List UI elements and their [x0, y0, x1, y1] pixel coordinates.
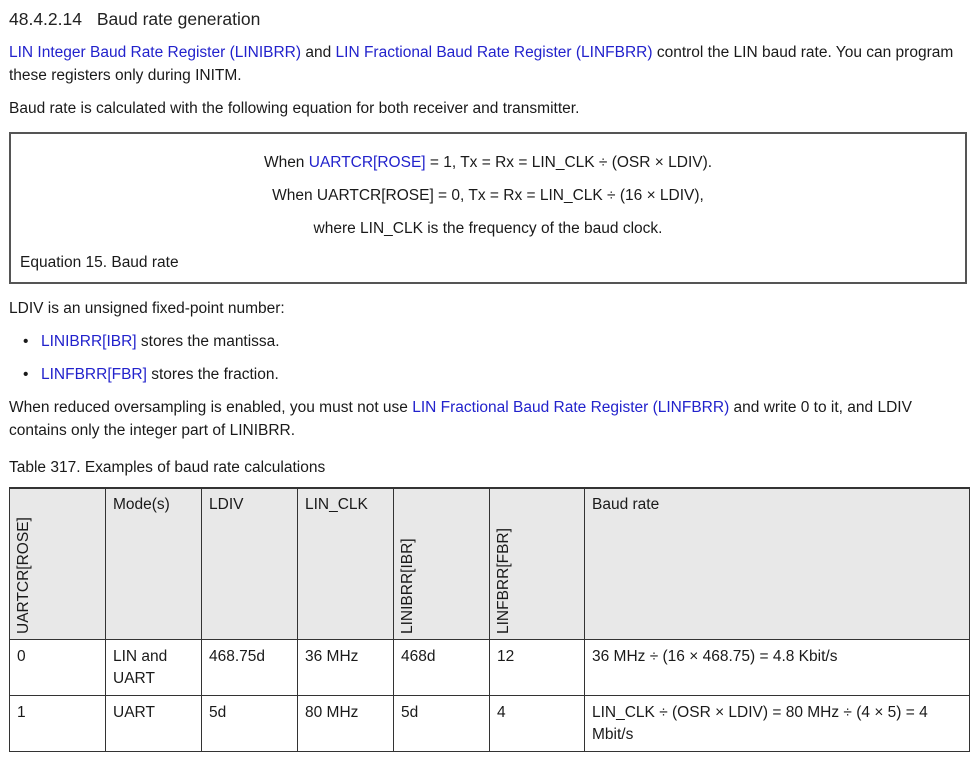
table-caption: Table 317. Examples of baud rate calculations [9, 459, 326, 476]
table-cell: UART [106, 696, 202, 752]
header-linibrr-ibr [394, 488, 490, 640]
section-number: 48.4.2.14 [9, 9, 82, 29]
section-title: Baud rate generation [96, 9, 261, 29]
bullet-item [23, 330, 280, 353]
equation-line-1-suffix: = 1, Tx = Rx = LIN_CLK ÷ (OSR × LDIV). [425, 154, 713, 171]
header-linfbrr-fbr-label: LINFBRR[FBR] [495, 528, 512, 634]
linfbrr-link-2[interactable]: LIN Fractional Baud Rate Register (LINFBRR) [412, 399, 730, 416]
ldiv-sentence: LDIV is an unsigned fixed-point number: [9, 300, 285, 317]
table-cell: 80 MHz [298, 696, 394, 752]
equation-caption: Equation 15. Baud rate [20, 254, 179, 271]
reduced-oversampling-paragraph [9, 396, 971, 442]
table-row [10, 696, 970, 752]
table-header-row [10, 488, 970, 640]
table-cell: 4 [490, 696, 585, 752]
header-uartcr-rose [10, 488, 106, 640]
table-cell: 36 MHz ÷ (16 × 468.75) = 4.8 Kbit/s [585, 640, 970, 696]
table-cell: 5d [394, 696, 490, 752]
header-modes: Mode(s) [106, 488, 202, 640]
equation-line-1 [11, 154, 965, 172]
table-cell: 1 [10, 696, 106, 752]
header-lin-clk: LIN_CLK [298, 488, 394, 640]
intro-and: and [301, 44, 336, 61]
table-cell: 12 [490, 640, 585, 696]
table-row [10, 640, 970, 696]
baud-rate-table [9, 487, 970, 752]
section-heading [9, 9, 260, 30]
header-linibrr-ibr-label: LINIBRR[IBR] [399, 538, 416, 634]
linibrr-ibr-link[interactable]: LINIBRR[IBR] [41, 333, 137, 350]
bullet-item [23, 363, 279, 386]
uartcr-rose-link[interactable]: UARTCR[ROSE] [308, 154, 426, 171]
table-cell: LIN_CLK ÷ (OSR × LDIV) = 80 MHz ÷ (4 × 5) = 4 Mbit/s [585, 696, 970, 752]
equation-line-2: When UARTCR[ROSE] = 0, Tx = Rx = LIN_CLK ÷ (16 × LDIV), [272, 187, 704, 204]
equation-box [9, 132, 967, 284]
bullet-dot: • [23, 333, 29, 350]
bullet-text: stores the mantissa. [136, 333, 280, 350]
bullet-dot: • [23, 366, 29, 383]
table-cell: 468.75d [202, 640, 298, 696]
header-uartcr-rose-label: UARTCR[ROSE] [15, 517, 32, 634]
equation-line-3: where LIN_CLK is the frequency of the baud clock. [313, 220, 663, 237]
linibrr-link[interactable]: LIN Integer Baud Rate Register (LINIBRR) [9, 44, 302, 61]
reduced-prefix: When reduced oversampling is enabled, you must not use [9, 399, 413, 416]
intro-rest: control the LIN baud rate. You can program these registers only during INITM. [9, 44, 954, 84]
table-cell: 468d [394, 640, 490, 696]
intro-paragraph [9, 41, 971, 87]
header-linfbrr-fbr [490, 488, 585, 640]
table-cell: 0 [10, 640, 106, 696]
reduced-suffix: and write 0 to it, and LDIV contains only the integer part of LINIBRR. [9, 399, 912, 439]
bullet-text: stores the fraction. [146, 366, 279, 383]
linfbrr-link[interactable]: LIN Fractional Baud Rate Register (LINFBRR) [335, 44, 653, 61]
calc-sentence: Baud rate is calculated with the following equation for both receiver and transmitter. [9, 100, 580, 117]
table-cell: 36 MHz [298, 640, 394, 696]
header-ldiv: LDIV [202, 488, 298, 640]
table-cell: LIN and UART [106, 640, 202, 696]
linfbrr-fbr-link[interactable]: LINFBRR[FBR] [41, 366, 147, 383]
header-baud-rate: Baud rate [585, 488, 970, 640]
table-cell: 5d [202, 696, 298, 752]
equation-line-1-prefix: When [263, 154, 309, 171]
